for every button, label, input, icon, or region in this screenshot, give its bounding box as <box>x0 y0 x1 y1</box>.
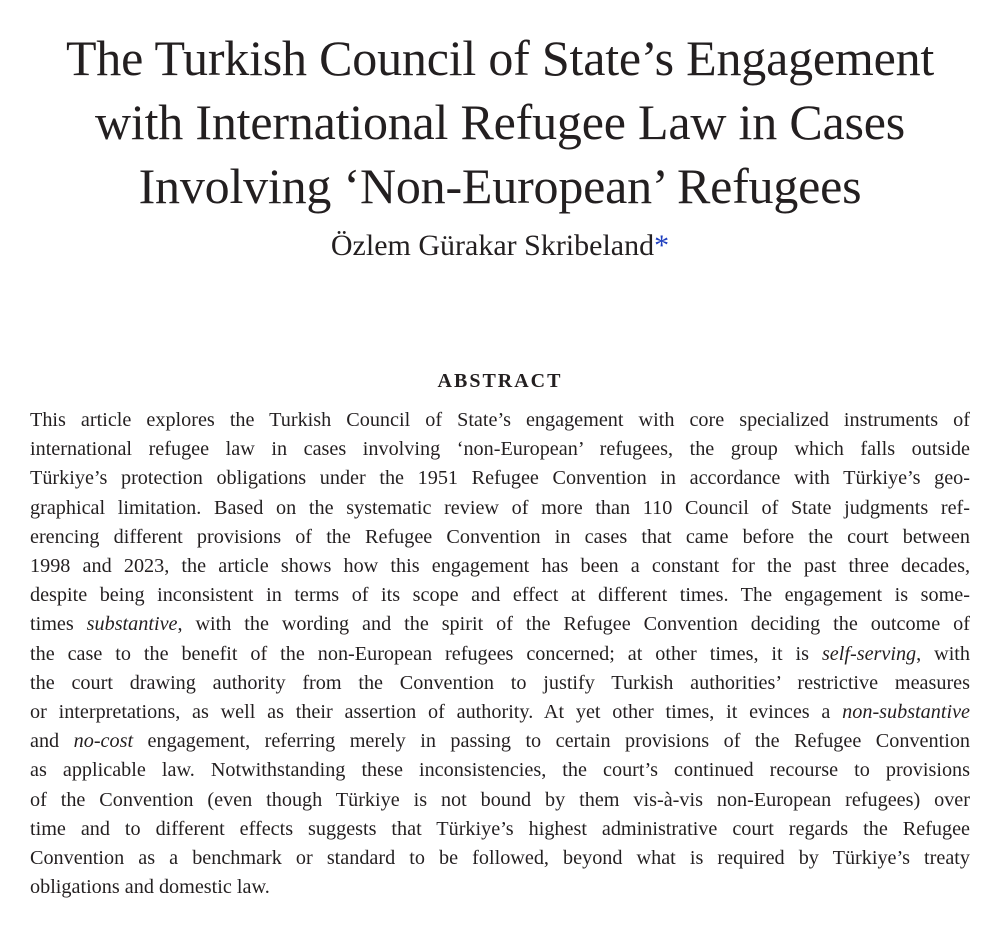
abstract-line <box>30 698 970 727</box>
abstract-emphasis: substantive <box>86 613 178 636</box>
abstract-emphasis: non-substantive <box>842 701 970 724</box>
abstract-text: as applicable law. Notwithstanding these inconsistencies, the court’s continued recourse to provisions <box>30 759 970 782</box>
abstract-text: time and to different effects suggests that Türkiye’s highest administrative court regards the Refugee <box>30 817 970 840</box>
abstract-line <box>30 756 970 785</box>
abstract-line <box>30 464 970 493</box>
author-line <box>0 226 1000 266</box>
abstract-line <box>30 873 970 902</box>
abstract-text: 1998 and 2023, the article shows how this engagement has been a constant for the past three decades, <box>30 555 970 578</box>
abstract-text: This article explores the Turkish Council of State’s engagement with core specialized instruments of <box>30 409 970 431</box>
abstract-emphasis: no-cost <box>73 730 134 753</box>
abstract-line <box>30 435 970 464</box>
title-line: The Turkish Council of State’s Engagement <box>65 30 935 86</box>
abstract-text: the court drawing authority from the Convention to justify Turkish authorities’ restrictive measures <box>30 671 970 694</box>
abstract-line <box>30 610 970 639</box>
abstract-line <box>30 552 970 581</box>
abstract-body <box>30 406 970 902</box>
abstract-emphasis: self-serving <box>821 642 917 665</box>
title-line: Involving ‘Non-European’ Refugees <box>138 158 862 214</box>
author-footnote-link[interactable]: * <box>654 229 670 262</box>
abstract-text: Convention as a benchmark or standard to be followed, beyond what is required by Türkiye’s treaty <box>30 847 970 870</box>
abstract-text: engagement, referring merely in passing to certain provisions of the Refugee Convention <box>133 730 971 753</box>
abstract-text: times <box>30 613 87 636</box>
abstract-line <box>30 786 970 815</box>
abstract-line <box>30 727 970 756</box>
author-name: Özlem Gürakar Skribeland <box>330 229 655 262</box>
article-title <box>20 26 980 218</box>
title-line: with International Refugee Law in Cases <box>95 94 905 150</box>
abstract-text: and <box>30 730 74 753</box>
abstract-text: international refugee law in cases involving ‘non-European’ refugees, the group which falls outside <box>30 438 970 461</box>
abstract-text: , with <box>916 642 971 665</box>
abstract-text: despite being inconsistent in terms of its scope and effect at different times. The engagement is some- <box>30 584 970 607</box>
abstract-line <box>30 815 970 844</box>
abstract-text: erencing different provisions of the Refugee Convention in cases that came before the court between <box>30 525 970 548</box>
abstract-line <box>30 640 970 669</box>
abstract-text: or interpretations, as well as their assertion of authority. At yet other times, it evinces a <box>30 701 843 724</box>
abstract-line <box>30 844 970 873</box>
abstract-line <box>30 669 970 698</box>
abstract-heading: ABSTRACT <box>437 370 563 392</box>
abstract-text: , with the wording and the spirit of the Refugee Convention deciding the outcome of <box>177 613 970 636</box>
abstract-text: of the Convention (even though Türkiye is not bound by them vis-à-vis non-European refugees) over <box>30 788 970 811</box>
abstract-line <box>30 494 970 523</box>
abstract-line <box>30 581 970 610</box>
abstract-line <box>30 523 970 552</box>
abstract-text: Türkiye’s protection obligations under the 1951 Refugee Convention in accordance with Türkiye’s geo- <box>30 467 970 490</box>
abstract-text: graphical limitation. Based on the systematic review of more than 110 Council of State judgments ref- <box>30 496 970 519</box>
abstract-text: the case to the benefit of the non-European refugees concerned; at other times, it is <box>30 642 822 665</box>
abstract-line <box>30 406 970 435</box>
abstract-text: obligations and domestic law. <box>30 876 270 899</box>
